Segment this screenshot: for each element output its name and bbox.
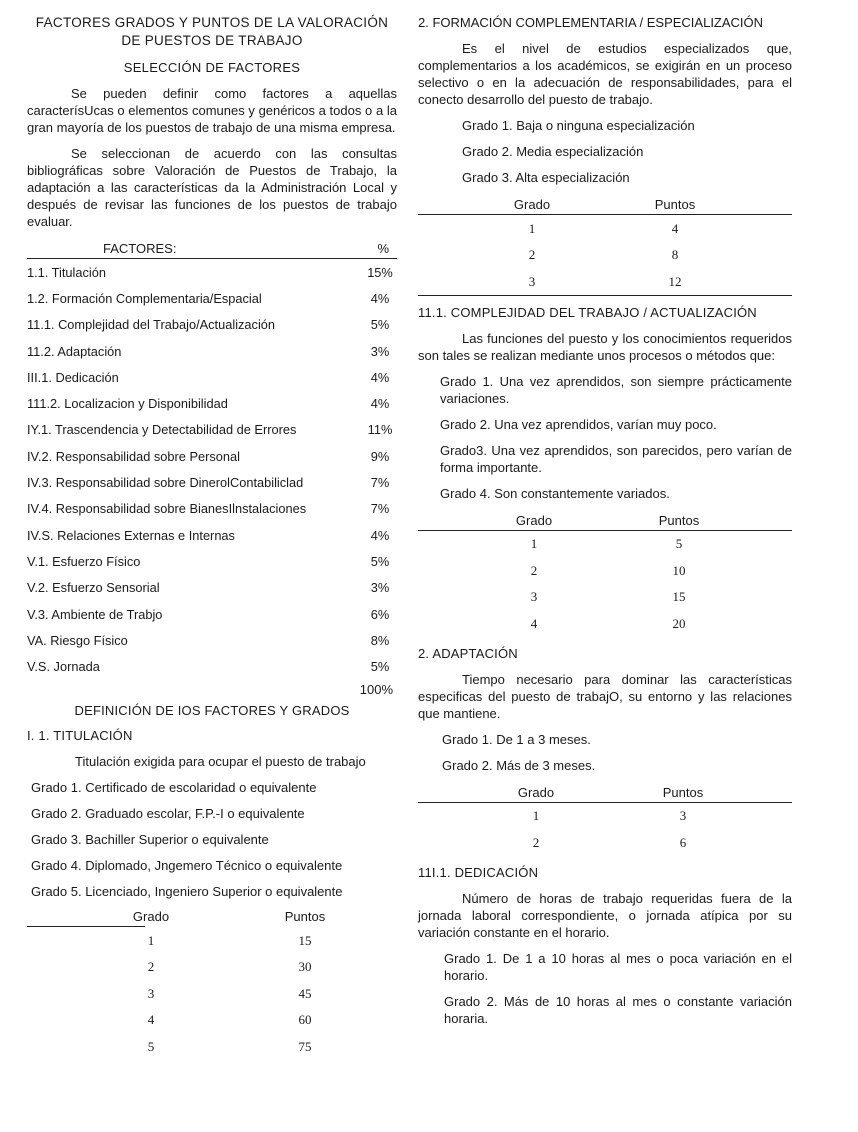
table-row (27, 980, 397, 1007)
factor-percent: 4% (370, 527, 390, 543)
formacion-table-header (418, 196, 792, 214)
grade-cell: 4 (530, 615, 538, 631)
factor-row (27, 548, 397, 574)
formacion-grades (418, 117, 792, 186)
grade-item: Grado 2. Una vez aprendidos, varían muy poco. (440, 416, 717, 432)
factor-row (27, 575, 397, 601)
complejidad-table (418, 531, 792, 637)
grade-cell: 5 (147, 1038, 155, 1054)
factor-percent: 15% (367, 264, 393, 280)
table-row (27, 1006, 397, 1033)
factor-name: IV.4. Responsabilidad sobre BianesIlnstalaciones (27, 501, 307, 517)
factor-row (27, 285, 397, 311)
factor-row (27, 601, 397, 627)
factors-table-header (27, 240, 397, 258)
table-row (418, 584, 792, 611)
grade-item: Grado 1. De 1 a 3 meses. (442, 731, 591, 747)
factor-percent: 8% (370, 632, 390, 648)
factors-header: FACTORES: (103, 241, 177, 256)
table-row (418, 557, 792, 584)
points-cell: 5 (675, 536, 683, 552)
grade-cell: 1 (528, 220, 536, 236)
factor-name: III.1. Dedicación (27, 369, 119, 385)
complejidad-description: Las funciones del puesto y los conocimientos requeridos son tales se realizan mediante unos procesos o métodos que: (418, 330, 792, 363)
points-cell: 8 (671, 247, 679, 263)
grade-cell: 2 (147, 959, 155, 974)
puntos-header: Puntos (658, 512, 700, 528)
table-row (418, 610, 792, 637)
left-column (27, 14, 397, 1059)
grade-cell: 2 (528, 247, 536, 263)
table-row (27, 1033, 397, 1060)
grade-cell: 1 (530, 536, 538, 552)
points-cell: 30 (298, 959, 312, 974)
selection-paragraph: Se seleccionan de acuerdo con las consultas bibliográficas sobre Valoración de Puestos de Trabajo, la adaptación a las características da la Administración Local y después de revisar las funciones de los puestos de trabajo evaluar. (27, 146, 397, 229)
factor-name: IV.S. Relaciones Externas e Internas (27, 527, 235, 543)
titulacion-table-header (27, 908, 397, 926)
points-cell: 20 (672, 615, 686, 631)
grade-item: Grado 3. Alta especialización (462, 170, 630, 185)
definition-title: DEFINICIÓN DE IOS FACTORES Y GRADOS (74, 702, 350, 718)
table-row (27, 927, 397, 954)
puntos-header: Puntos (284, 908, 326, 924)
factor-name: 11.1. Complejidad del Trabajo/Actualización (27, 317, 276, 333)
points-cell: 12 (668, 273, 682, 289)
formacion-description: Es el nivel de estudios especializados que, complementarios a los académicos, se exigirán en un proceso selectivo o en la adecuación de responsabilidades, para el conecto desarrollo del puesto de trabajo. (418, 41, 792, 107)
titulacion-grades (27, 779, 397, 900)
grade-cell: 4 (147, 1012, 155, 1027)
titulacion-table (27, 927, 397, 1060)
factor-row (27, 653, 397, 679)
factor-percent: 7% (370, 475, 390, 491)
grado-header: Grado (517, 784, 555, 800)
factor-percent: 9% (370, 448, 390, 464)
dedicacion-description: Número de horas de trabajo requeridas fuera de la jornada laboral correspondiente, o jornada atípica por su variación constante en el horario. (418, 890, 792, 940)
titulacion-heading: I. 1. TITULACIÓN (27, 727, 133, 743)
complejidad-grades (418, 373, 792, 502)
dedicacion-grades (418, 950, 792, 1027)
right-column (418, 14, 792, 1027)
grade-item: Grado 1. Baja o ninguna especialización (462, 118, 695, 133)
grade-cell: 1 (532, 808, 540, 824)
grade-item: Grado 1. Una vez aprendidos, son siempre prácticamente variaciones. (440, 373, 792, 406)
grade-cell: 3 (528, 273, 536, 289)
grade-item: Grado 4. Son constantemente variados. (440, 485, 670, 501)
grade-item: Grado 2. Más de 3 meses. (442, 757, 596, 773)
table-row (418, 268, 792, 295)
factor-percent: 6% (370, 606, 390, 622)
formacion-heading: 2. FORMACIÓN COMPLEMENTARIA / ESPECIALIZACIÓN (418, 15, 764, 30)
grade-cell: 2 (530, 562, 538, 578)
factors-list (27, 259, 397, 680)
factor-row (27, 417, 397, 443)
factor-percent: 4% (370, 396, 390, 412)
factor-row (27, 364, 397, 390)
factor-name: V.1. Esfuerzo Físico (27, 553, 141, 569)
factors-total: 100% (359, 681, 393, 697)
factor-row (27, 627, 397, 653)
points-cell: 45 (298, 985, 312, 1001)
points-cell: 6 (679, 834, 687, 850)
points-cell: 60 (298, 1012, 312, 1027)
points-cell: 4 (671, 220, 679, 236)
factor-name: 111.2. Localizacion y Disponibilidad (27, 396, 228, 412)
formacion-table-bottom (418, 295, 792, 296)
grade-item: Grado 1. Certificado de escolaridad o equivalente (31, 779, 317, 795)
factor-name: V.S. Jornada (27, 659, 100, 675)
adaptacion-description: Tiempo necesario para dominar las características especificas del puesto de trabajO, su entorno y las relaciones que mantiene. (418, 671, 792, 721)
grado-header: Grado (132, 908, 170, 924)
puntos-header: Puntos (654, 197, 696, 212)
titulacion-description: Titulación exigida para ocupar el puesto de trabajo (75, 753, 366, 769)
grade-cell: 2 (532, 834, 540, 850)
grade-item: Grado 2. Más de 10 horas al mes o constante variación horaria. (444, 993, 792, 1026)
adaptacion-table-header (418, 784, 792, 802)
table-row (418, 242, 792, 269)
factor-percent: 5% (370, 317, 390, 333)
section-subtitle: SELECCIÓN DE FACTORES (123, 60, 301, 75)
factor-row (27, 522, 397, 548)
puntos-header: Puntos (662, 784, 704, 800)
factor-name: V.2. Esfuerzo Sensorial (27, 580, 160, 596)
factor-percent: 3% (370, 343, 390, 359)
dedicacion-heading: 11I.1. DEDICACIÓN (418, 864, 539, 880)
factor-row (27, 390, 397, 416)
factor-row (27, 312, 397, 338)
factor-percent: 7% (370, 501, 390, 517)
factor-name: V.3. Ambiente de Trabjo (27, 606, 163, 622)
table-row (27, 953, 397, 980)
grade-item: Grado3. Una vez aprendidos, son parecidos, pero varían de forma importante. (440, 442, 792, 475)
factor-percent: 3% (370, 580, 390, 596)
table-row (418, 531, 792, 558)
factor-name: VA. Riesgo Físico (27, 632, 128, 648)
factor-percent: 5% (370, 553, 390, 569)
factor-name: 1.2. Formación Complementaria/Espacial (27, 290, 262, 306)
grado-header: Grado (515, 512, 553, 528)
grade-item: Grado 1. De 1 a 10 horas al mes o poca variación en el horario. (444, 950, 792, 983)
grade-cell: 3 (147, 985, 155, 1001)
factor-row (27, 496, 397, 522)
factor-percent: 4% (370, 290, 390, 306)
adaptacion-heading: 2. ADAPTACIÓN (418, 645, 518, 661)
grade-item: Grado 2. Graduado escolar, F.P.-I o equivalente (31, 805, 305, 821)
factor-row (27, 259, 397, 285)
formacion-table (418, 215, 792, 295)
grade-item: Grado 3. Bachiller Superior o equivalente (31, 831, 269, 847)
points-cell: 75 (298, 1038, 312, 1054)
grade-item: Grado 5. Licenciado, Ingeniero Superior o equivalente (31, 883, 343, 899)
adaptacion-table (418, 803, 792, 856)
points-cell: 15 (298, 932, 312, 948)
grade-item: Grado 2. Media especialización (462, 144, 644, 159)
complejidad-table-header (418, 512, 792, 530)
factor-name: IV.3. Responsabilidad sobre DinerolContabiliclad (27, 475, 304, 491)
factor-name: 1.1. Titulación (27, 264, 106, 280)
factor-name: 11.2. Adaptación (27, 343, 122, 359)
table-row (418, 215, 792, 242)
factor-percent: 11% (367, 422, 393, 438)
percent-header: % (377, 241, 389, 256)
factor-percent: 5% (370, 659, 390, 675)
factor-name: IV.2. Responsabilidad sobre Personal (27, 448, 240, 464)
factor-row (27, 469, 397, 495)
intro-paragraph: Se pueden definir como factores a aquellas caracterísUcas o elementos comunes y genéricos a todos o a la gran mayoría de los puestos de trabajo de una misma empresa. (27, 86, 397, 135)
grade-item: Grado 4. Diplomado, Jngemero Técnico o equivalente (31, 857, 343, 873)
points-cell: 3 (679, 808, 687, 824)
grade-cell: 3 (530, 589, 538, 605)
factor-row (27, 443, 397, 469)
points-cell: 15 (672, 589, 686, 605)
factor-row (27, 338, 397, 364)
points-cell: 10 (672, 562, 686, 578)
grade-cell: 1 (147, 932, 155, 948)
grado-header: Grado (513, 197, 551, 212)
document-title: FACTORES GRADOS Y PUNTOS DE LA VALORACIÓN DE PUESTOS DE TRABAJO (35, 15, 389, 48)
adaptacion-grades (418, 731, 792, 774)
factor-name: IY.1. Trascendencia y Detectabilidad de Errores (27, 422, 297, 438)
factor-percent: 4% (370, 369, 390, 385)
table-row (418, 803, 792, 830)
table-row (418, 829, 792, 856)
complejidad-heading: 11.1. COMPLEJIDAD DEL TRABAJO / ACTUALIZACIÓN (418, 304, 757, 320)
